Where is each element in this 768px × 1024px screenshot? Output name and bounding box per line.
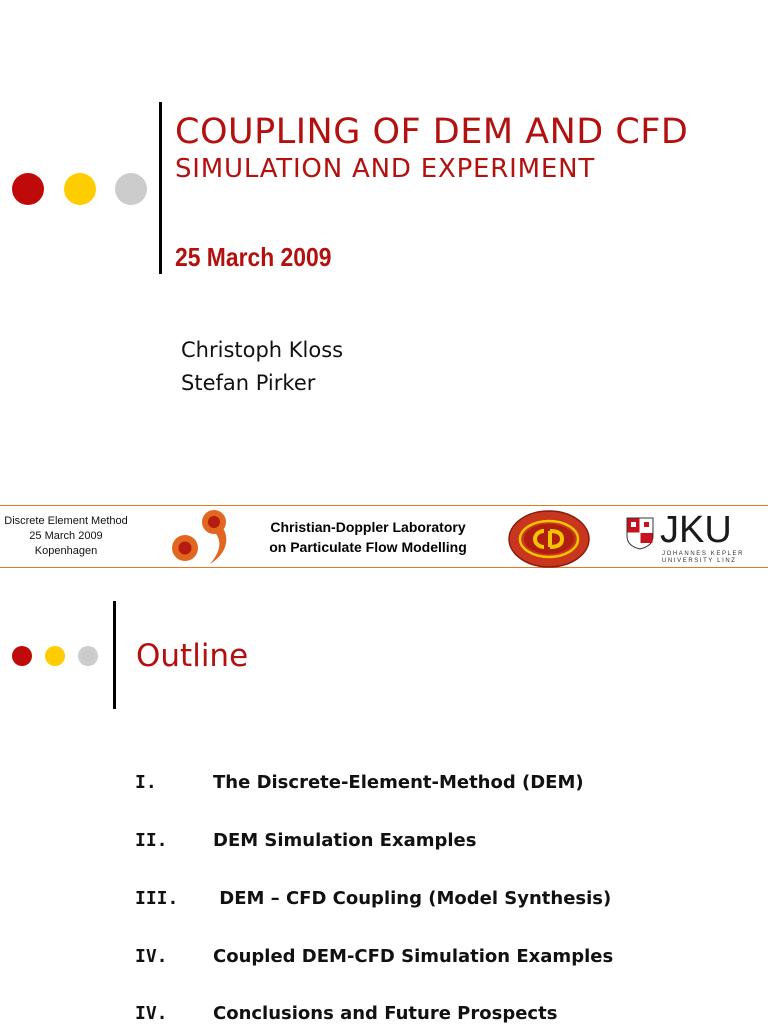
presentation-date: 25 March 2009	[175, 242, 332, 272]
outline-item-text: Coupled DEM-CFD Simulation Examples	[213, 946, 614, 967]
jku-subtitle-line: JOHANNES KEPLER	[662, 551, 745, 557]
outline-item-number: II.	[135, 830, 168, 851]
gray-dot-icon	[115, 173, 147, 205]
author-name: Stefan Pirker	[181, 371, 316, 395]
jku-subtitle	[662, 551, 744, 565]
cd-seal-logo-icon	[508, 510, 590, 568]
footer-bottom-rule	[0, 567, 768, 568]
lab-name	[262, 517, 474, 557]
jku-subtitle-line: UNIVERSITY LINZ	[662, 558, 737, 564]
particle-lab-logo-icon	[168, 506, 236, 566]
outline-item-text: DEM Simulation Examples	[213, 830, 477, 851]
slide-title: COUPLING OF DEM AND CFD	[175, 112, 689, 152]
red-dot-icon	[12, 646, 32, 666]
outline-item-number: IV.	[135, 1003, 168, 1024]
event-name: Discrete Element Method	[4, 515, 128, 527]
footer-top-rule	[0, 505, 768, 506]
event-location: Kopenhagen	[34, 545, 98, 557]
outline-item-text: The Discrete-Element-Method (DEM)	[213, 772, 584, 793]
yellow-dot-icon	[45, 646, 65, 666]
red-dot-icon	[12, 173, 44, 205]
slide-subtitle: SIMULATION AND EXPERIMENT	[175, 154, 596, 184]
yellow-dot-icon	[64, 173, 96, 205]
outline-item-number: III.	[135, 888, 179, 909]
outline-title: Outline	[136, 638, 249, 674]
lab-name-line: Christian-Doppler Laboratory	[270, 519, 466, 535]
outline-item-text: Conclusions and Future Prospects	[213, 1003, 558, 1024]
title-divider-bar	[159, 102, 162, 274]
outline-item-number: IV.	[135, 946, 168, 967]
event-date: 25 March 2009	[29, 530, 103, 542]
gray-dot-icon	[78, 646, 98, 666]
outline-item-text: DEM – CFD Coupling (Model Synthesis)	[213, 888, 612, 909]
jku-logo-text: JKU	[660, 509, 732, 551]
author-name: Christoph Kloss	[181, 338, 344, 362]
event-info	[0, 514, 132, 559]
outline-item-number: I.	[135, 772, 157, 793]
outline-divider-bar	[113, 601, 116, 709]
jku-crest-icon	[625, 516, 655, 550]
lab-name-line: on Particulate Flow Modelling	[269, 539, 467, 555]
